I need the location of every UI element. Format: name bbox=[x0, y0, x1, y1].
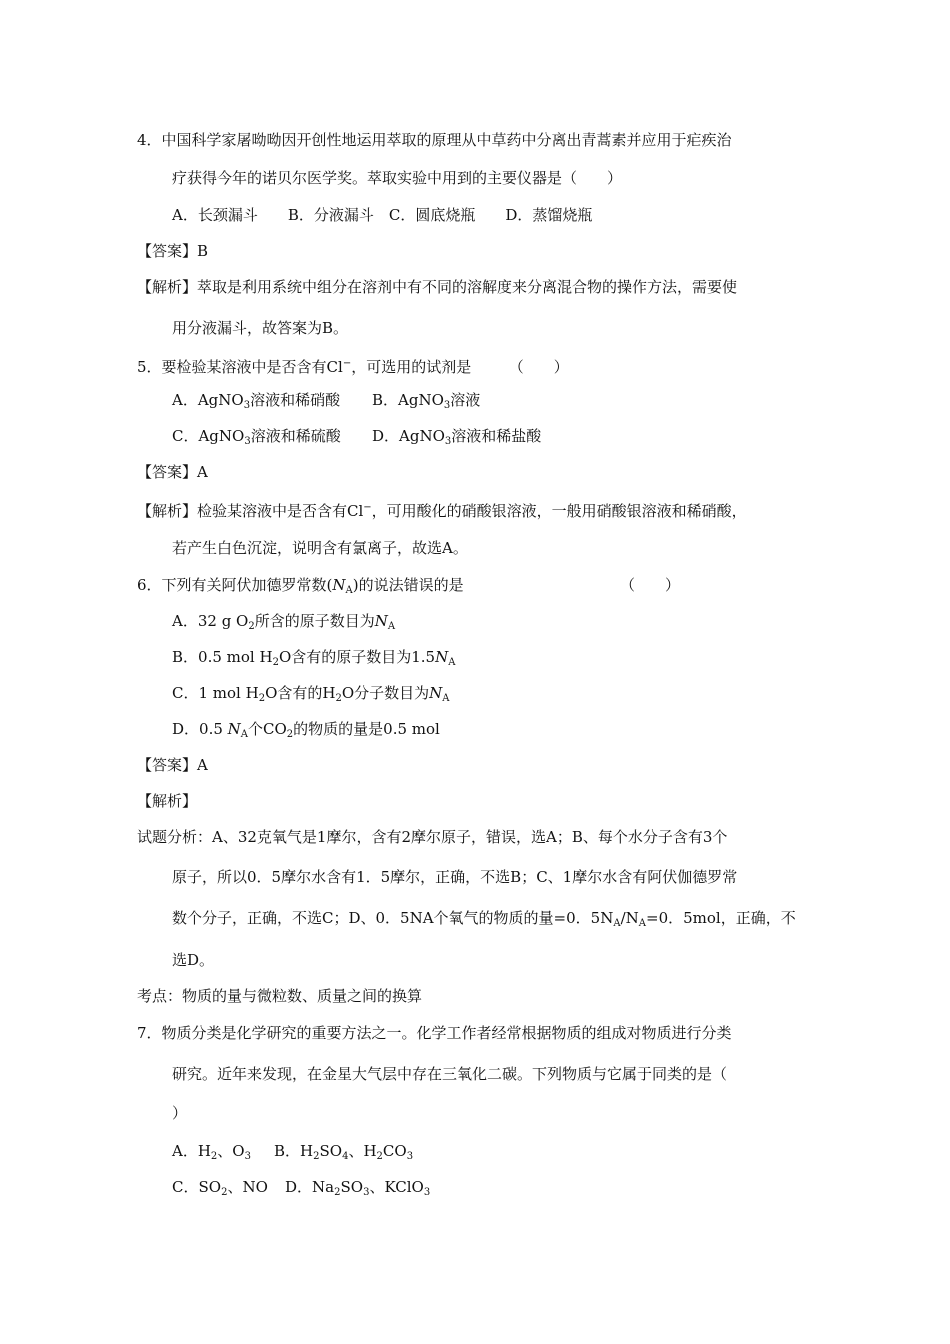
q5-option-a-text: A．AgNO bbox=[172, 391, 244, 409]
q6-option-d-symbol-sub: A bbox=[240, 729, 249, 740]
q5-option-c bbox=[172, 426, 341, 452]
q7-option-a-sub1: 2 bbox=[210, 1151, 218, 1162]
q6-option-a-symbol-sub: A bbox=[387, 621, 396, 632]
q7-option-d bbox=[285, 1177, 430, 1203]
q6-analysis-line4: 选D。 bbox=[172, 951, 215, 969]
q5-analysis-line1 bbox=[137, 498, 747, 521]
q6-option-c-symbol-sub: A bbox=[442, 693, 450, 704]
q5-option-b-text-end: 溶液 bbox=[450, 391, 481, 409]
q4-analysis-line1: 【解析】萃取是利用系统中组分在溶剂中有不同的溶解度来分离混合物的操作方法，需要使 bbox=[137, 278, 738, 296]
q7-option-b bbox=[274, 1141, 413, 1167]
q6-analysis-line3 bbox=[172, 908, 796, 934]
q7-option-c-text: C．SO bbox=[172, 1178, 222, 1196]
q7-option-a-text-end: 、O bbox=[217, 1142, 245, 1160]
q5-option-a bbox=[172, 390, 340, 416]
q6-option-a-text-end: 所含的原子数目为 bbox=[254, 612, 375, 630]
q4-options: A．长颈漏斗 B．分液漏斗 C．圆底烧瓶 D．蒸馏烧瓶 bbox=[172, 206, 593, 224]
q6-option-d-symbol: N bbox=[227, 720, 241, 738]
q6-analysis-line3-sub2: A bbox=[638, 918, 646, 929]
q7-option-b-text3: 、H bbox=[348, 1142, 377, 1160]
q6-option-c-text-mid: O含有的H bbox=[265, 684, 336, 702]
q6-option-d-text-end: 的物质的量是0.5 mol bbox=[293, 720, 440, 738]
q6-option-a bbox=[172, 611, 395, 637]
q6-answer: 【答案】A bbox=[137, 756, 208, 774]
q6-kaodian: 考点：物质的量与微粒数、质量之间的换算 bbox=[137, 987, 423, 1005]
q6-option-c-sub1: 2 bbox=[258, 693, 266, 704]
q6-option-b-text: B．0.5 mol H bbox=[172, 648, 273, 666]
q7-stem-line2: 研究。近年来发现，在金星大气层中存在三氧化二碳。下列物质与它属于同类的是（ bbox=[172, 1065, 728, 1083]
q6-stem-symbol-sub: A bbox=[345, 585, 353, 596]
q6-analysis-line3-sub1: A bbox=[613, 918, 621, 929]
q5-analysis-text: 【解析】检验某溶液中是否含有Cl bbox=[137, 502, 364, 520]
q6-analysis-line3-text-end: =0．5mol，正确，不 bbox=[646, 909, 796, 927]
q5-analysis-line2: 若产生白色沉淀，说明含有氯离子，故选A。 bbox=[172, 539, 468, 557]
q6-option-a-symbol: N bbox=[374, 612, 388, 630]
q6-option-b bbox=[172, 647, 455, 673]
q6-answer-paren: （ ） bbox=[620, 576, 681, 594]
q6-option-a-sub: 2 bbox=[248, 621, 255, 632]
q7-option-b-text2: SO bbox=[319, 1142, 343, 1160]
q6-analysis-line1: 试题分析：A、32克氧气是1摩尔，含有2摩尔原子，错误，选A；B、每个水分子含有3个 bbox=[137, 828, 728, 846]
q5-analysis-text-end: ，可用酸化的硝酸银溶液，一般用硝酸银溶液和稀硝酸， bbox=[371, 502, 747, 520]
q6-option-d-sub: 2 bbox=[286, 729, 294, 740]
q7-option-b-sub1: 2 bbox=[313, 1151, 320, 1162]
q5-option-d-text: D．AgNO bbox=[372, 427, 445, 445]
q7-stem-line1: 7．物质分类是化学研究的重要方法之一。化学工作者经常根据物质的组成对物质进行分类 bbox=[137, 1024, 732, 1042]
q7-option-d-sub1: 2 bbox=[334, 1187, 341, 1198]
q5-stem-charge: − bbox=[342, 358, 352, 369]
q5-option-a-text-end: 溶液和稀硝酸 bbox=[250, 391, 341, 409]
q5-option-c-text: C．AgNO bbox=[172, 427, 245, 445]
q6-option-d bbox=[172, 719, 440, 745]
q7-option-d-sub3: 3 bbox=[423, 1187, 431, 1198]
q6-analysis-line3-text-mid: /N bbox=[620, 909, 639, 927]
q6-stem-text: 6．下列有关阿伏加德罗常数( bbox=[137, 576, 333, 594]
q6-option-b-symbol-sub: A bbox=[448, 657, 456, 668]
q6-option-d-text: D．0.5 bbox=[172, 720, 228, 738]
q5-answer: 【答案】A bbox=[137, 463, 208, 481]
q6-option-c-symbol: N bbox=[429, 684, 443, 702]
q7-option-a bbox=[172, 1141, 251, 1167]
q5-stem-text: 5．要检验某溶液中是否含有Cl bbox=[137, 358, 343, 376]
q7-option-b-sub4: 3 bbox=[406, 1151, 414, 1162]
q7-option-b-sub2: 4 bbox=[342, 1151, 349, 1162]
q5-analysis-charge: − bbox=[363, 502, 372, 513]
q5-option-a-sub: 3 bbox=[243, 400, 251, 411]
q5-option-b bbox=[372, 390, 480, 416]
q7-option-c-sub1: 2 bbox=[221, 1187, 228, 1198]
q5-option-d-sub: 3 bbox=[444, 436, 452, 447]
q6-analysis-line3-text: 数个分子，正确，不选C；D、0．5NA个氧气的物质的量=0．5N bbox=[172, 909, 614, 927]
q7-option-d-sub2: 3 bbox=[363, 1187, 370, 1198]
q6-option-a-text: A．32 g O bbox=[172, 612, 249, 630]
q6-stem-symbol: N bbox=[332, 576, 346, 594]
q7-option-b-text: B．H bbox=[274, 1142, 314, 1160]
q5-option-b-text: B．AgNO bbox=[372, 391, 444, 409]
q5-option-b-sub: 3 bbox=[443, 400, 451, 411]
q6-stem bbox=[137, 575, 464, 601]
q7-option-b-sub3: 2 bbox=[376, 1151, 383, 1162]
q6-option-c bbox=[172, 683, 450, 709]
q6-analysis-label: 【解析】 bbox=[137, 792, 198, 810]
q6-stem-text-end: )的说法错误的是 bbox=[352, 576, 464, 594]
q6-option-c-text-end: O分子数目为 bbox=[341, 684, 430, 702]
q7-option-a-text: A．H bbox=[172, 1142, 211, 1160]
q6-analysis-line2: 原子，所以0．5摩尔水含有1．5摩尔，正确，不选B；C、1摩尔水含有阿伏伽德罗常 bbox=[172, 868, 738, 886]
q5-stem-text-end: ，可选用的试剂是 （ ） bbox=[351, 358, 569, 376]
q7-option-d-text2: SO bbox=[340, 1178, 364, 1196]
q5-option-c-text-end: 溶液和稀硫酸 bbox=[250, 427, 341, 445]
q6-option-b-text-end: O含有的原子数目为1.5 bbox=[278, 648, 436, 666]
q4-answer: 【答案】B bbox=[137, 242, 209, 260]
q5-option-c-sub: 3 bbox=[244, 436, 251, 447]
q5-stem bbox=[137, 354, 569, 377]
q4-analysis-line2: 用分液漏斗，故答案为B。 bbox=[172, 319, 349, 337]
q5-option-d-text-end: 溶液和稀盐酸 bbox=[451, 427, 542, 445]
q6-option-b-sub: 2 bbox=[272, 657, 279, 668]
q5-option-d bbox=[372, 426, 541, 452]
q7-stem-line3: ） bbox=[172, 1104, 188, 1122]
q6-option-b-symbol: N bbox=[435, 648, 449, 666]
q4-stem-line2: 疗获得今年的诺贝尔医学奖。萃取实验中用到的主要仪器是（ ） bbox=[172, 169, 623, 187]
q6-option-c-sub2: 2 bbox=[335, 693, 342, 704]
q7-option-a-sub2: 3 bbox=[244, 1151, 251, 1162]
q7-option-d-text3: 、KClO bbox=[369, 1178, 424, 1196]
q6-option-c-text: C．1 mol H bbox=[172, 684, 259, 702]
q7-option-d-text: D．Na bbox=[285, 1178, 335, 1196]
q6-option-d-text-mid: 个CO bbox=[248, 720, 287, 738]
q7-option-b-text4: CO bbox=[382, 1142, 407, 1160]
q4-stem-line1: 4．中国科学家屠呦呦因开创性地运用萃取的原理从中草药中分离出青蒿素并应用于疟疾治 bbox=[137, 131, 732, 149]
q7-option-c-text-end: 、NO bbox=[227, 1178, 268, 1196]
q7-option-c bbox=[172, 1177, 268, 1203]
